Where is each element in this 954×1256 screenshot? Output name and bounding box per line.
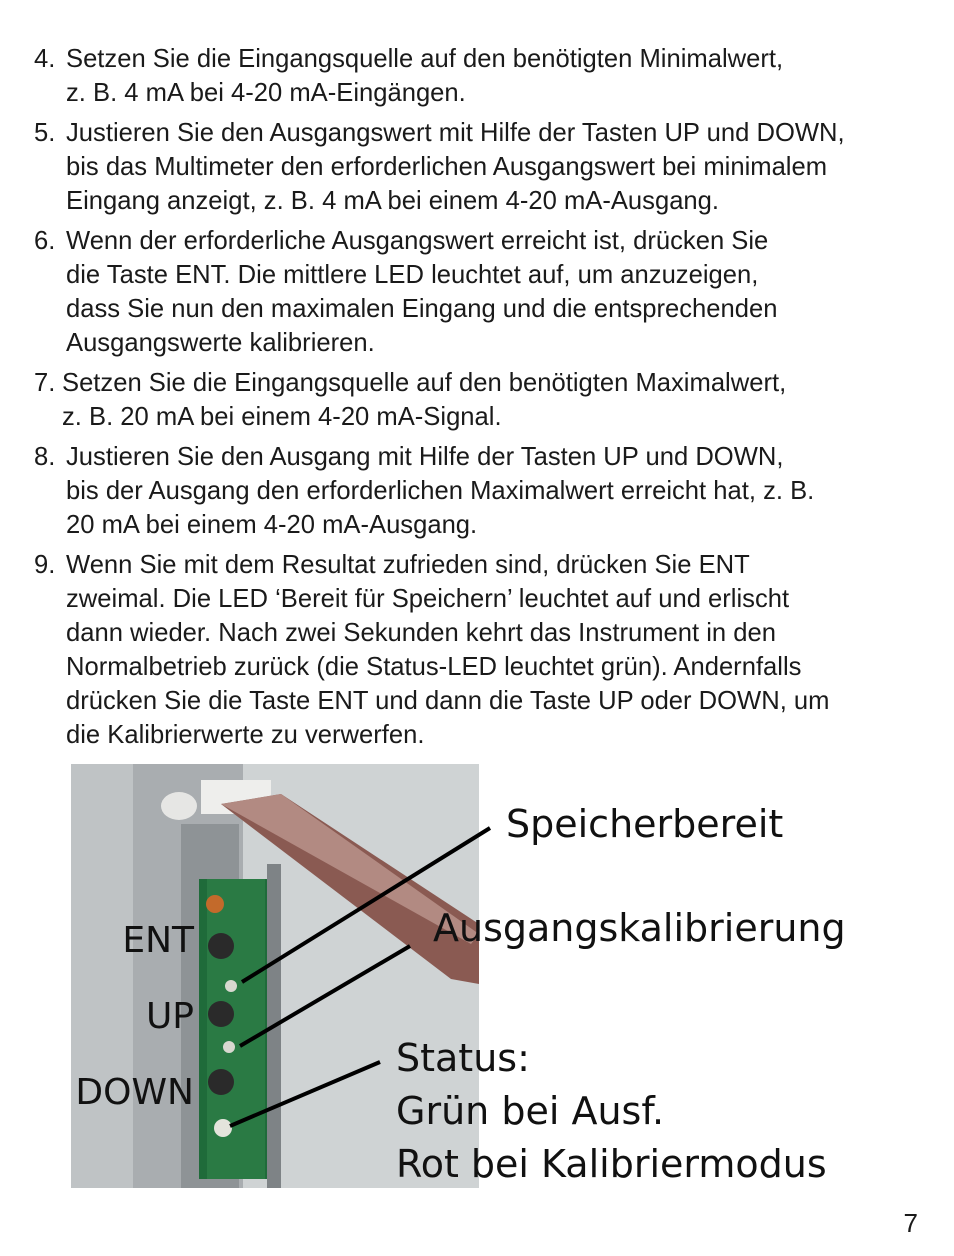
step-item bbox=[34, 224, 934, 360]
step-number: 8. bbox=[34, 443, 56, 471]
up-label: UP bbox=[145, 996, 194, 1037]
device-figure bbox=[0, 764, 954, 1194]
step-text-line: bis der Ausgang den erforderlichen Maximalwert erreicht hat, z. B. bbox=[66, 477, 815, 505]
callout-line-output-calibration bbox=[240, 946, 410, 1046]
step-number: 4. bbox=[34, 45, 56, 73]
step-item bbox=[34, 116, 934, 218]
step-text-line: z. B. 4 mA bei 4-20 mA-Eingängen. bbox=[66, 79, 466, 107]
status-callout-title: Status: bbox=[396, 1036, 530, 1080]
output-calibration-callout: Ausgangskalibrierung bbox=[433, 906, 846, 950]
step-text-line: Wenn der erforderliche Ausgangswert erreicht ist, drücken Sie bbox=[66, 227, 769, 255]
ent-label: ENT bbox=[122, 920, 194, 961]
step-item bbox=[34, 440, 934, 542]
step-text-line: Eingang anzeigt, z. B. 4 mA bei einem 4-20 mA-Ausgang. bbox=[66, 187, 720, 215]
step-text-line: 20 mA bei einem 4-20 mA-Ausgang. bbox=[66, 511, 478, 539]
step-item bbox=[34, 42, 934, 110]
step-item bbox=[34, 366, 934, 434]
step-text-line: Ausgangswerte kalibrieren. bbox=[66, 329, 375, 357]
step-number: 9. bbox=[34, 551, 56, 579]
callout-line-save-ready bbox=[242, 828, 490, 982]
status-callout bbox=[396, 1032, 827, 1191]
step-text-line: dann wieder. Nach zwei Sekunden kehrt das Instrument in den bbox=[66, 619, 776, 647]
down-label: DOWN bbox=[75, 1072, 194, 1113]
step-text-line: z. B. 20 mA bei einem 4-20 mA-Signal. bbox=[62, 403, 502, 431]
step-text-line: die Kalibrierwerte zu verwerfen. bbox=[66, 721, 425, 749]
save-ready-callout: Speicherbereit bbox=[506, 802, 784, 846]
step-text-line: die Taste ENT. Die mittlere LED leuchtet auf, um anzuzeigen, bbox=[66, 261, 759, 289]
status-callout-green: Grün bei Ausf. bbox=[396, 1089, 665, 1133]
step-text-line: bis das Multimeter den erforderlichen Ausgangswert bei minimalem bbox=[66, 153, 828, 181]
step-number: 7. bbox=[34, 369, 56, 397]
step-text-line: Setzen Sie die Eingangsquelle auf den benötigten Maximalwert, bbox=[62, 369, 787, 397]
step-text-line: zweimal. Die LED ‘Bereit für Speichern’ leuchtet auf und erlischt bbox=[66, 585, 790, 613]
step-text-line: Wenn Sie mit dem Resultat zufrieden sind, drücken Sie ENT bbox=[66, 551, 750, 579]
callout-line-status bbox=[230, 1062, 380, 1126]
step-number: 5. bbox=[34, 119, 56, 147]
step-number: 6. bbox=[34, 227, 56, 255]
step-item bbox=[34, 548, 934, 752]
step-text-line: Normalbetrieb zurück (die Status-LED leuchtet grün). Andernfalls bbox=[66, 653, 802, 681]
instruction-list bbox=[34, 42, 934, 758]
step-text-line: Justieren Sie den Ausgangswert mit Hilfe der Tasten UP und DOWN, bbox=[66, 119, 845, 147]
step-text-line: Setzen Sie die Eingangsquelle auf den benötigten Minimalwert, bbox=[66, 45, 784, 73]
status-callout-red: Rot bei Kalibriermodus bbox=[396, 1142, 827, 1186]
step-text-line: drücken Sie die Taste ENT und dann die Taste UP oder DOWN, um bbox=[66, 687, 830, 715]
page-number: 7 bbox=[903, 1208, 918, 1238]
step-text-line: dass Sie nun den maximalen Eingang und die entsprechenden bbox=[66, 295, 778, 323]
step-text-line: Justieren Sie den Ausgang mit Hilfe der Tasten UP und DOWN, bbox=[66, 443, 784, 471]
